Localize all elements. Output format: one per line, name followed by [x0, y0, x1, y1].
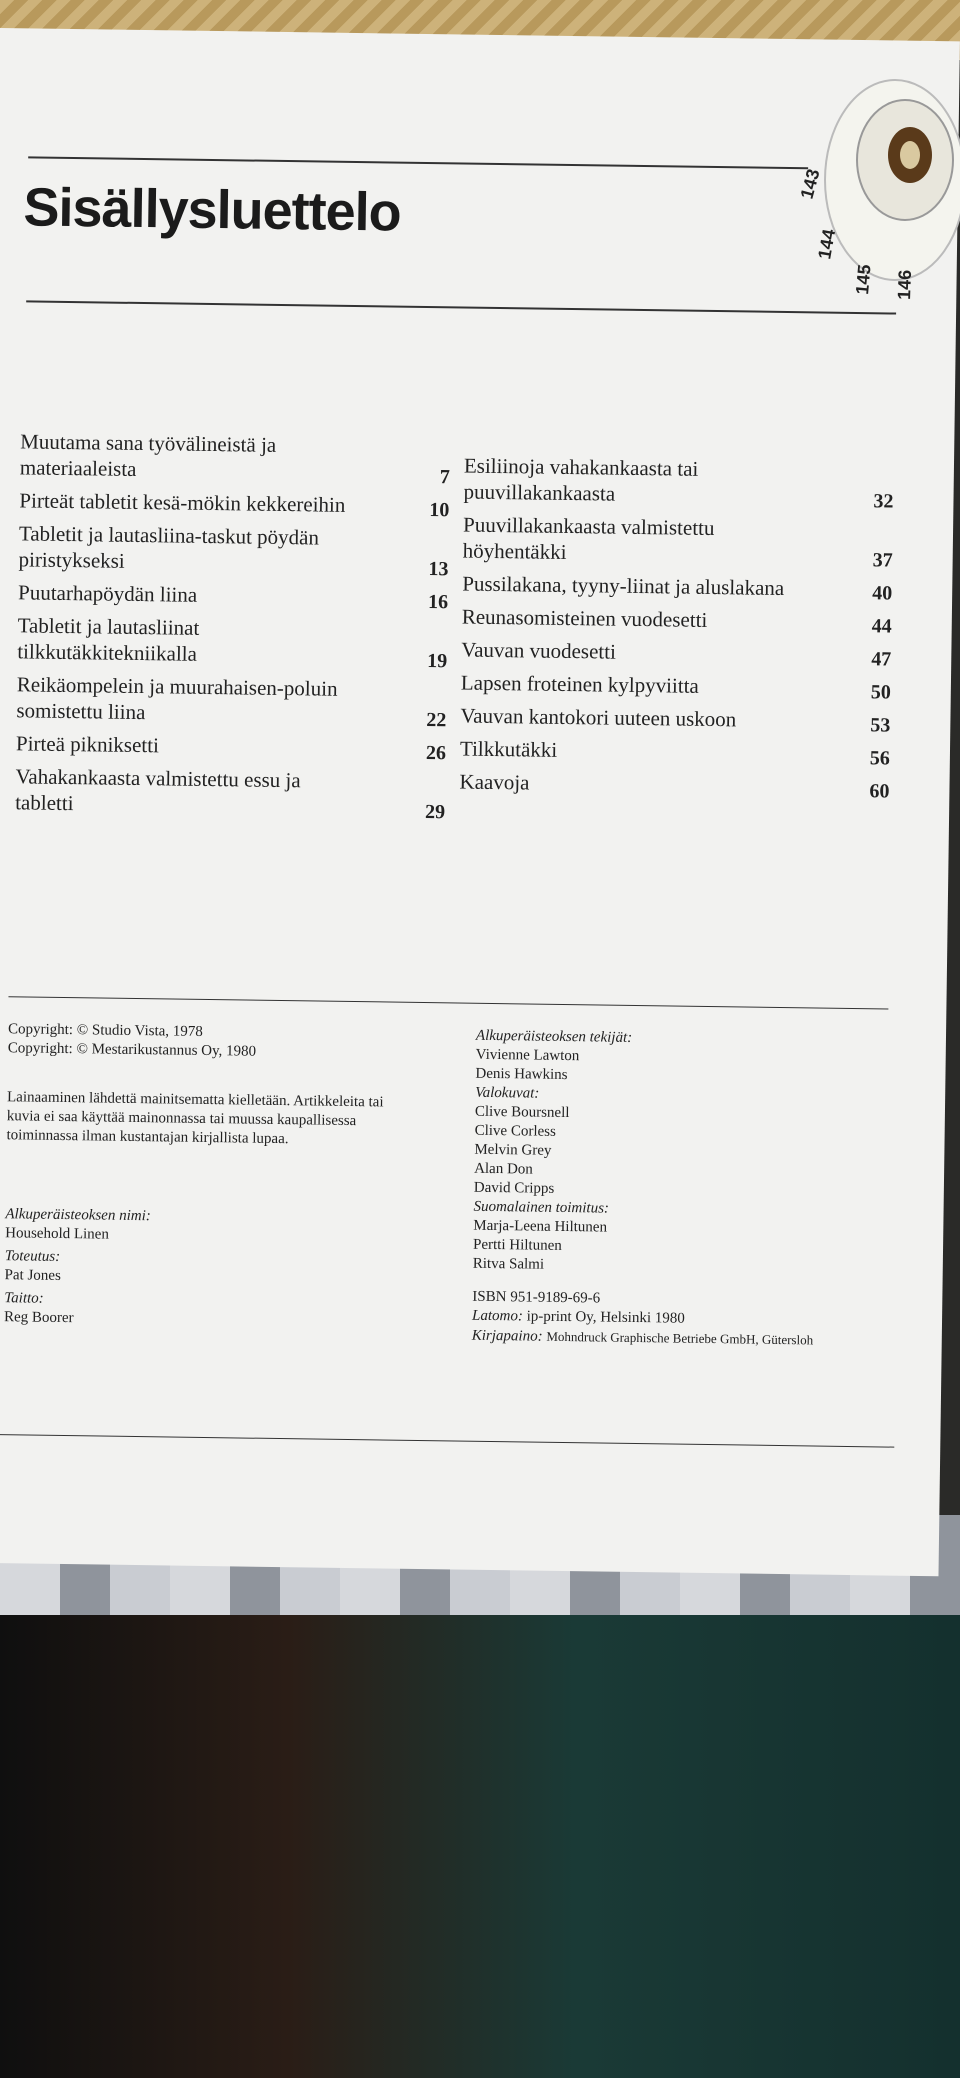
- toc-entry: [19, 487, 450, 522]
- toteutus: Pat Jones: [4, 1267, 61, 1284]
- photographer: Clive Corless: [474, 1122, 557, 1140]
- photographer: Clive Boursnell: [474, 1103, 570, 1122]
- toc-entry-title: Lapsen froteinen kylpyviitta: [460, 670, 699, 698]
- toc-entry-title: Reunasomisteinen vuodesetti: [461, 604, 708, 632]
- toc-entry: [461, 637, 891, 669]
- photographer: David Cripps: [473, 1179, 555, 1197]
- credits-rule-top: [8, 996, 888, 1009]
- toc-entry: [460, 702, 891, 737]
- tape-number: 144: [814, 227, 840, 261]
- toc-entry: [16, 671, 447, 732]
- toc-page-number: 13: [428, 558, 449, 581]
- toc-entry-title: Tabletit ja lautasliina-taskut pöydän piristykseksi: [18, 521, 320, 573]
- toc-page-number: 29: [424, 801, 446, 824]
- toc-entry: [461, 670, 891, 702]
- toc-entry: [463, 512, 894, 570]
- tape-number: 145: [852, 263, 875, 296]
- page-title: Sisällysluettelo: [23, 177, 402, 243]
- toc-entry-title: Vauvan vuodesetti: [461, 637, 617, 664]
- taitto: Reg Boorer: [3, 1309, 74, 1327]
- original-name: Household Linen: [5, 1225, 110, 1243]
- photographer: Alan Don: [474, 1160, 533, 1178]
- toc-entry: [18, 520, 449, 581]
- editor: Marja-Leena Hiltunen: [473, 1217, 608, 1236]
- toc-entry-title: Kaavoja: [459, 769, 530, 795]
- toc-entry: [459, 768, 890, 803]
- toc-entry-title: Pirteät tabletit kesä-mökin kekkereihin: [19, 488, 346, 517]
- toc-entry-title: Reikäompelein ja muurahaisen-poluin somistettu liina: [16, 672, 338, 725]
- toc-page-number: 56: [869, 747, 891, 770]
- editor: Pertti Hiltunen: [472, 1236, 562, 1254]
- kirjapaino: Mohndruck Graphische Betriebe GmbH, Gütersloh: [546, 1328, 814, 1348]
- toc-page-number: 60: [869, 780, 890, 803]
- toc-entry-title: Tilkkutäkki: [459, 736, 558, 762]
- credits-right: [472, 1027, 896, 1352]
- toc-page-number: 22: [426, 709, 447, 732]
- original-name-label: Alkuperäisteoksen nimi:: [5, 1206, 151, 1225]
- toc-page-number: 7: [439, 466, 450, 489]
- latomo: ip-print Oy, Helsinki 1980: [526, 1308, 685, 1327]
- isbn: ISBN 951-9189-69-6: [472, 1288, 601, 1307]
- toc-entry-title: Vauvan kantokori uuteen uskoon: [460, 703, 737, 732]
- toc-entry-title: Puutarhapöydän liina: [17, 580, 198, 607]
- title-rule-bottom: [26, 300, 896, 314]
- toc-page-number: 53: [870, 714, 891, 737]
- toc-entry-title: Pirteä pikniksetti: [15, 731, 160, 758]
- toc-entry-title: Pussilakana, tyyny-liinat ja aluslakana: [462, 571, 785, 601]
- toc-entry: [15, 730, 447, 765]
- toc-page-number: 44: [871, 615, 892, 638]
- toc-entry: [15, 763, 446, 824]
- editing-label: Suomalainen toimitus:: [473, 1198, 610, 1217]
- toc-page-number: 37: [872, 549, 893, 572]
- photos-label: Valokuvat:: [475, 1084, 540, 1102]
- editor: Ritva Salmi: [472, 1255, 545, 1273]
- toteutus-label: Toteutus:: [4, 1248, 61, 1265]
- copyright-line: Copyright: © Mestarikustannus Oy, 1980: [7, 1040, 257, 1060]
- toc-entry: [462, 604, 892, 636]
- toc-entry: [19, 428, 451, 489]
- authors-label: Alkuperäisteoksen tekijät:: [475, 1027, 633, 1046]
- toc-entry: [17, 579, 449, 614]
- photographer: Melvin Grey: [474, 1141, 552, 1159]
- copyright-line: Copyright: © Studio Vista, 1978: [7, 1021, 203, 1040]
- author: Denis Hawkins: [475, 1065, 568, 1084]
- toc-right-column: [459, 453, 894, 808]
- toc-page-number: 16: [427, 591, 449, 614]
- toc-page-number: 47: [871, 648, 892, 671]
- toc-entry: [463, 453, 894, 511]
- tape-number: 143: [796, 166, 824, 202]
- author: Vivienne Lawton: [475, 1046, 580, 1065]
- toc-entry: [17, 612, 448, 673]
- kirjapaino-label: Kirjapaino:: [471, 1327, 543, 1345]
- credits-rule-bottom: [0, 1434, 894, 1448]
- toc-page-number: 40: [872, 582, 893, 605]
- measuring-tape: [796, 70, 960, 310]
- toc-left-column: [15, 428, 450, 828]
- toc-entry-title: Muutama sana työvälineistä ja materiaaleista: [19, 429, 277, 481]
- toc-page-number: 19: [427, 650, 448, 673]
- toc-entry: [462, 571, 892, 603]
- toc-entry-title: Tabletit ja lautasliinat tilkkutäkkitekniikalla: [17, 613, 200, 666]
- toc-entry-title: Vahakankaasta valmistettu essu ja tabletti: [15, 764, 301, 816]
- tape-number: 146: [894, 269, 916, 301]
- credits-left: [4, 1020, 408, 1333]
- toc-entry: [459, 735, 891, 770]
- toc-entry-title: Puuvillakankaasta valmistettu höyhentäkki: [462, 512, 715, 564]
- title-rule-top: [28, 156, 808, 169]
- latomo-label: Latomo:: [471, 1307, 524, 1325]
- toc-page-number: 32: [873, 490, 894, 513]
- notice-text: Lainaaminen lähdettä mainitsematta kielletään. Artikkeleita tai kuvia ei saa käyttää mainonnassa tai muussa kaupallisessa toiminnassa ilman kustantajan kirjallista lupaa.: [6, 1089, 384, 1148]
- toc-entry-title: Esiliinoja vahakankaasta tai puuvillakankaasta: [463, 453, 699, 506]
- toc-page-number: 26: [425, 742, 447, 765]
- toc-page-number: 10: [429, 499, 450, 522]
- floor-background: [0, 1615, 960, 2078]
- taitto-label: Taitto:: [4, 1290, 44, 1307]
- toc-page-number: 50: [870, 681, 891, 704]
